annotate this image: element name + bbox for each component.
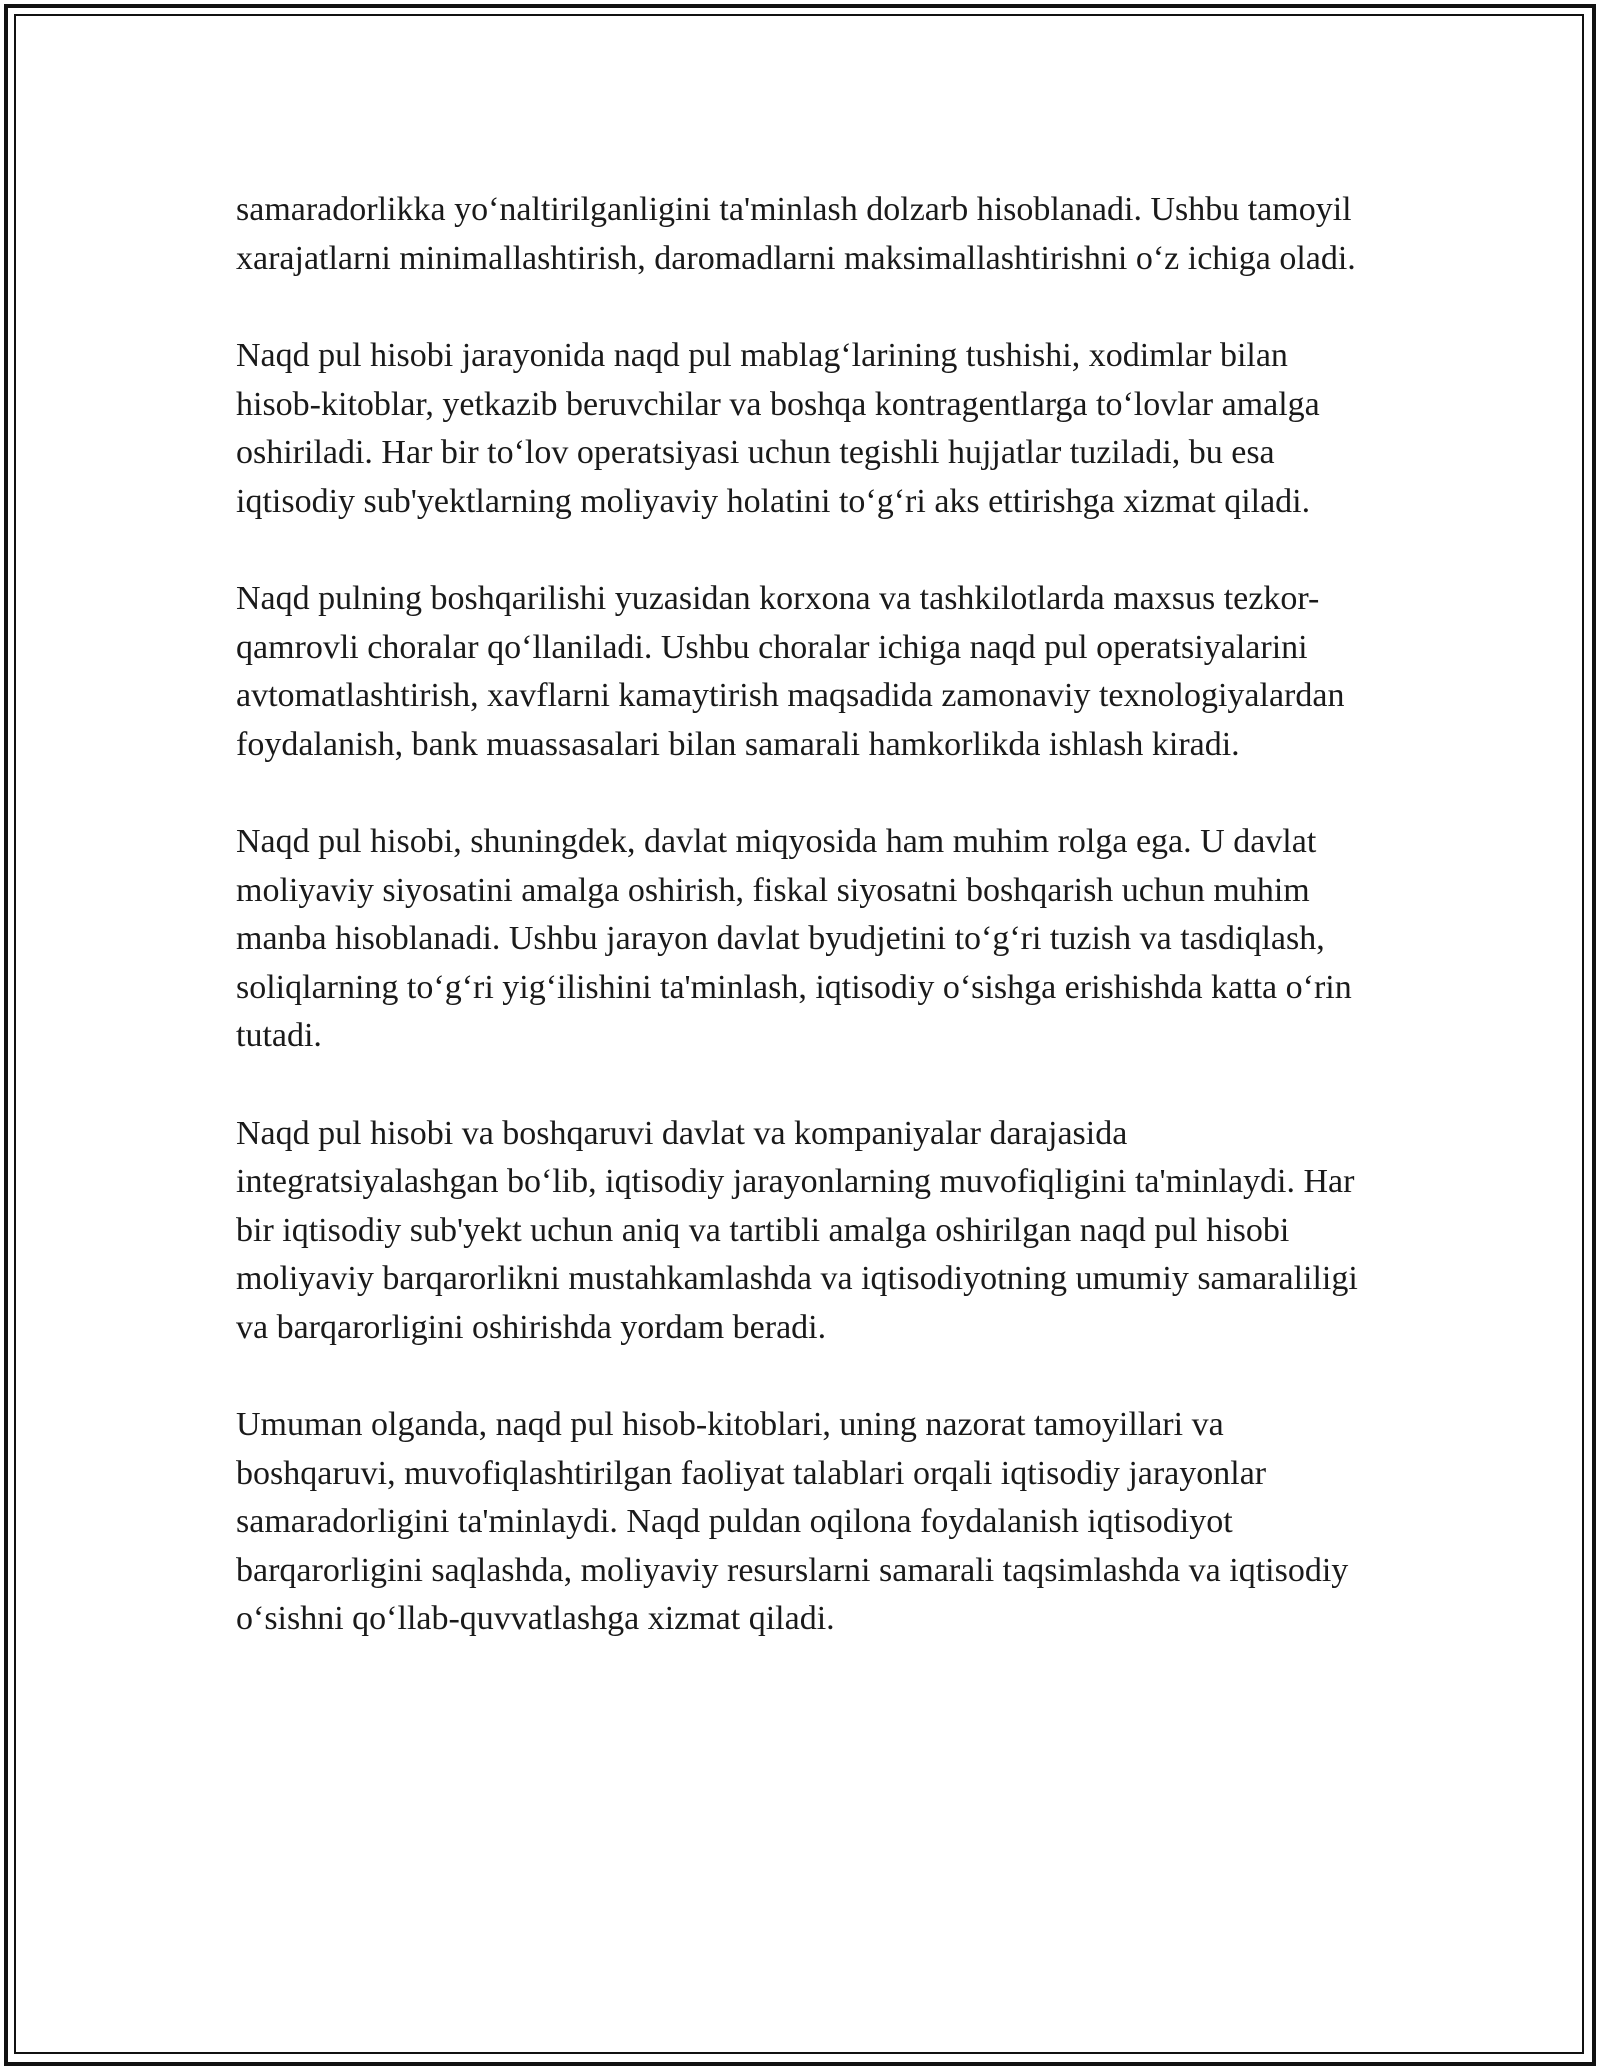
paragraph: samaradorlikka yo‘naltirilganligini ta'minlash dolzarb hisoblanadi. Ushbu tamoyil xarajatlarni minimallashtirish, daromadlarni maksimallashtirishni o‘z ichiga oladi. [236,191,1356,277]
paragraph: Naqd pul hisobi va boshqaruvi davlat va kompaniyalar darajasida integratsiyalashgan bo‘lib, iqtisodiy jarayonlarning muvofiqligini ta'minlaydi. Har bir iqtisodiy sub'yekt uchun aniq va tartibli amalga oshirilgan naqd pul hisobi moliyaviy barqarorlikni mustahkamlashda va iqtisodiyotning umumiy samaraliligi va barqarorligini oshirishda yordam beradi. [236,1114,1358,1346]
paragraph: Naqd pul hisobi jarayonida naqd pul mablag‘larining tushishi, xodimlar bilan hisob-kitoblar, yetkazib beruvchilar va boshqa kontragentlarga to‘lovlar amalga oshiriladi. Har bir to‘lov operatsiyasi uchun tegishli hujjatlar tuziladi, bu esa iqtisodiy sub'yektlarning moliyaviy holatini to‘g‘ri aks ettirishga xizmat qiladi. [236,337,1320,520]
paragraph: Naqd pul hisobi, shuningdek, davlat miqyosida ham muhim rolga ega. U davlat moliyaviy siyosatini amalga oshirish, fiskal siyosatni boshqarish uchun muhim manba hisoblanadi. Ushbu jarayon davlat byudjetini to‘g‘ri tuzish va tasdiqlash, soliqlarning to‘g‘ri yig‘ilishini ta'minlash, iqtisodiy o‘sishga erishishda katta o‘rin tutadi. [236,823,1352,1054]
paragraph: Umuman olganda, naqd pul hisob-kitoblari, uning nazorat tamoyillari va boshqaruvi, muvofiqlashtirilgan faoliyat talablari orqali iqtisodiy jarayonlar samaradorligini ta'minlaydi. Naqd puldan oqilona foydalanish iqtisodiyot barqarorligini saqlashda, moliyaviy resurslarni samarali taqsimlashda va iqtisodiy o‘sishni qo‘llab-quvvatlashga xizmat qiladi. [236,1406,1349,1637]
document-body [236,186,1361,1693]
paragraph: Naqd pulning boshqarilishi yuzasidan korxona va tashkilotlarda maxsus tezkor-qamrovli choralar qo‘llaniladi. Ushbu choralar ichiga naqd pul operatsiyalarini avtomatlashtirish, xavflarni kamaytirish maqsadida zamonaviy texnologiyalardan foydalanish, bank muassasalari bilan samarali hamkorlikda ishlash kiradi. [236,580,1345,763]
